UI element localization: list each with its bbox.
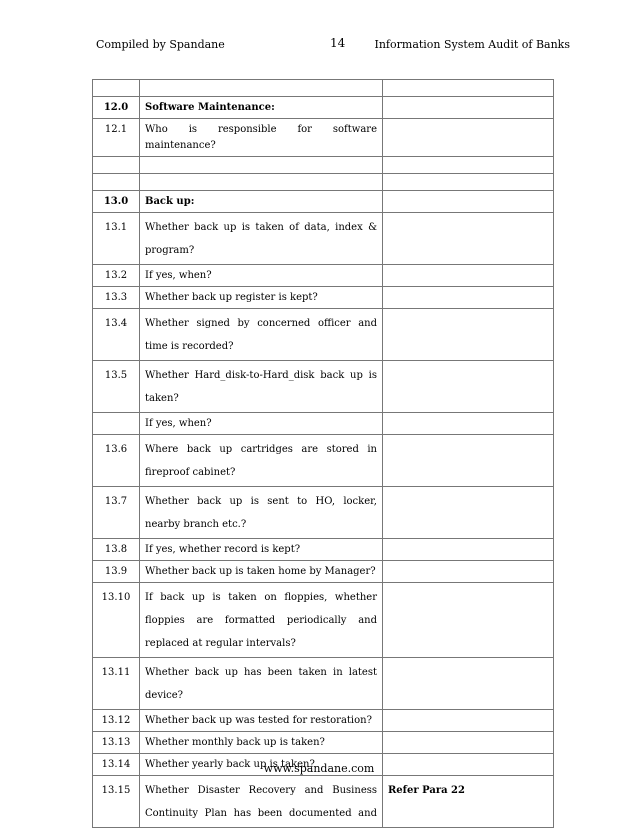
item-question [140, 157, 383, 174]
item-number: 13.0 [93, 191, 140, 213]
table-row [93, 287, 554, 309]
item-question: Back up: [140, 191, 383, 213]
item-question: Whether Disaster Recovery and Business Continuity Plan has been documented and [140, 776, 383, 828]
item-question: Whether back up is sent to HO, locker, nearby branch etc.? [140, 487, 383, 539]
page-footer [0, 762, 638, 775]
item-number: 12.1 [93, 119, 140, 157]
item-number: 13.13 [93, 732, 140, 754]
item-remark [383, 80, 554, 97]
item-question: Whether back up was tested for restoration? [140, 710, 383, 732]
page-header [0, 38, 638, 58]
item-question: If back up is taken on floppies, whether floppies are formatted periodically and replaced at regular intervals? [140, 583, 383, 658]
item-number: 13.14 [93, 754, 140, 776]
table-row [93, 213, 554, 265]
table-row [93, 732, 554, 754]
item-number: 13.3 [93, 287, 140, 309]
table-row [93, 561, 554, 583]
item-number: 13.1 [93, 213, 140, 265]
item-number [93, 413, 140, 435]
item-number: 13.12 [93, 710, 140, 732]
table-row [93, 539, 554, 561]
item-question: Where back up cartridges are stored in fireproof cabinet? [140, 435, 383, 487]
item-question: Who is responsible for software maintenance? [140, 119, 383, 157]
item-remark [383, 213, 554, 265]
item-remark [383, 487, 554, 539]
item-remark [383, 157, 554, 174]
item-remark [383, 583, 554, 658]
item-remark [383, 561, 554, 583]
item-number: 13.2 [93, 265, 140, 287]
item-remark [383, 658, 554, 710]
item-question: Whether signed by concerned officer and time is recorded? [140, 309, 383, 361]
item-remark [383, 361, 554, 413]
table-row [93, 265, 554, 287]
item-question: Whether Hard_disk-to-Hard_disk back up is taken? [140, 361, 383, 413]
empty-row [93, 157, 554, 174]
item-number: 12.0 [93, 97, 140, 119]
item-remark [383, 710, 554, 732]
item-question: Software Maintenance: [140, 97, 383, 119]
item-number: 13.15 [93, 776, 140, 828]
item-number: 13.5 [93, 361, 140, 413]
item-remark [383, 732, 554, 754]
empty-row [93, 80, 554, 97]
item-number: 13.4 [93, 309, 140, 361]
table-row [93, 119, 554, 157]
item-question: Whether back up is taken home by Manager? [140, 561, 383, 583]
table-row [93, 583, 554, 658]
item-number: 13.11 [93, 658, 140, 710]
item-question: Whether back up is taken of data, index & program? [140, 213, 383, 265]
item-question: Whether back up register is kept? [140, 287, 383, 309]
footer-website: www.spandane.com [263, 762, 375, 775]
section-heading-row [93, 191, 554, 213]
item-remark [383, 174, 554, 191]
item-number [93, 80, 140, 97]
table-row [93, 710, 554, 732]
table-row [93, 658, 554, 710]
page-number: 14 [330, 36, 346, 50]
item-remark [383, 413, 554, 435]
item-question: If yes, whether record is kept? [140, 539, 383, 561]
table-row [93, 413, 554, 435]
item-remark [383, 287, 554, 309]
header-author: Compiled by Spandane [96, 38, 225, 51]
empty-row [93, 174, 554, 191]
section-heading-row [93, 97, 554, 119]
item-remark [383, 119, 554, 157]
item-question: Whether yearly back up is taken? [140, 754, 383, 776]
table-row [93, 776, 554, 828]
item-remark [383, 191, 554, 213]
item-remark [383, 309, 554, 361]
item-question [140, 80, 383, 97]
item-remark [383, 265, 554, 287]
table-row [93, 309, 554, 361]
table-row [93, 487, 554, 539]
item-question: Whether monthly back up is taken? [140, 732, 383, 754]
header-title: Information System Audit of Banks [374, 38, 570, 51]
item-question [140, 174, 383, 191]
item-number [93, 157, 140, 174]
item-question: If yes, when? [140, 265, 383, 287]
item-number: 13.8 [93, 539, 140, 561]
item-remark: Refer Para 22 [383, 776, 554, 828]
item-number: 13.10 [93, 583, 140, 658]
item-number [93, 174, 140, 191]
item-question: Whether back up has been taken in latest device? [140, 658, 383, 710]
item-question: If yes, when? [140, 413, 383, 435]
item-remark [383, 539, 554, 561]
item-number: 13.6 [93, 435, 140, 487]
item-remark [383, 97, 554, 119]
item-number: 13.9 [93, 561, 140, 583]
table-row [93, 435, 554, 487]
item-remark [383, 435, 554, 487]
table-row [93, 361, 554, 413]
audit-checklist-table [92, 79, 554, 828]
item-number: 13.7 [93, 487, 140, 539]
